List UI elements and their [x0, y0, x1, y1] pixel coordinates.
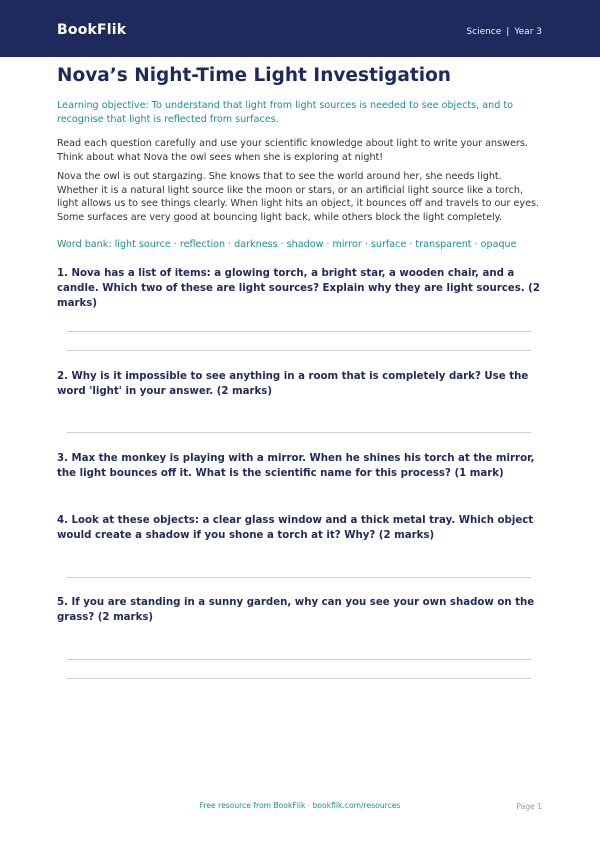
- word-bank-word: mirror: [332, 239, 362, 250]
- word-bank: [57, 238, 545, 252]
- page-header: [0, 0, 600, 57]
- year-label: Year 3: [514, 27, 542, 37]
- answer-line[interactable]: [67, 432, 531, 433]
- answer-line[interactable]: [67, 678, 531, 679]
- word-bank-word: opaque: [480, 239, 517, 250]
- meta-separator: |: [506, 27, 510, 37]
- word-bank-label: Word bank:: [57, 239, 112, 250]
- answer-line[interactable]: [67, 659, 531, 660]
- question-3: 3. Max the monkey is playing with a mirror. When he shines his torch at the mirror, the light bounces off it. What is the scientific name for this process? (1 mark): [57, 453, 535, 479]
- word-bank-separator: ·: [409, 239, 413, 250]
- word-bank-word: shadow: [286, 239, 324, 250]
- question-2: 2. Why is it impossible to see anything in a room that is completely dark? Use the word 'light' in your answer. (2 marks): [57, 371, 529, 397]
- question-1: 1. Nova has a list of items: a glowing torch, a bright star, a wooden chair, and a candle. Which two of these are light sources? Explain why they are light sources. (2 marks): [57, 268, 540, 309]
- word-bank-separator: ·: [173, 239, 177, 250]
- word-bank-word: light source: [114, 239, 171, 250]
- word-bank-separator: ·: [364, 239, 368, 250]
- brand-logo-text: BookFlik: [57, 22, 127, 38]
- footer-credit: Free resource from BookFlik · bookflik.com/resources: [199, 801, 401, 810]
- instructions-paragraph: Read each question carefully and use your scientific knowledge about light to write your answers. Think about what Nova the owl sees when she is exploring at night!: [57, 138, 528, 163]
- word-bank-word: surface: [370, 239, 407, 250]
- question-5: 5. If you are standing in a sunny garden, why can you see your own shadow on the grass? (2 marks): [57, 597, 535, 623]
- worksheet-title: Nova’s Night-Time Light Investigation: [57, 65, 451, 86]
- word-bank-word: transparent: [415, 239, 472, 250]
- question-4: 4. Look at these objects: a clear glass window and a thick metal tray. Which object would create a shadow if you shone a torch at it? Why? (2 marks): [57, 515, 534, 541]
- answer-line[interactable]: [67, 331, 531, 332]
- story-paragraph: Nova the owl is out stargazing. She knows that to see the world around her, she needs light. Whether it is a natural light source like the moon or stars, or an artificial light source like a torch, light allows us to see things clearly. When light hits an object, it bounces off and travels to our eyes. Some surfaces are very good at bouncing light back, while others block the light completely.: [57, 171, 540, 224]
- word-bank-separator: ·: [326, 239, 330, 250]
- word-bank-word: reflection: [179, 239, 226, 250]
- subject-year-label: [466, 27, 542, 37]
- word-bank-separator: ·: [280, 239, 284, 250]
- word-bank-separator: ·: [474, 239, 478, 250]
- subject-label: Science: [466, 27, 502, 37]
- answer-line[interactable]: [67, 577, 531, 578]
- word-bank-word: darkness: [234, 239, 278, 250]
- learning-objective: Learning objective: To understand that light from light sources is needed to see objects, and to recognise that light is reflected from surfaces.: [57, 100, 513, 125]
- word-bank-separator: ·: [228, 239, 232, 250]
- page-number: Page 1: [516, 802, 542, 811]
- answer-line[interactable]: [67, 350, 531, 351]
